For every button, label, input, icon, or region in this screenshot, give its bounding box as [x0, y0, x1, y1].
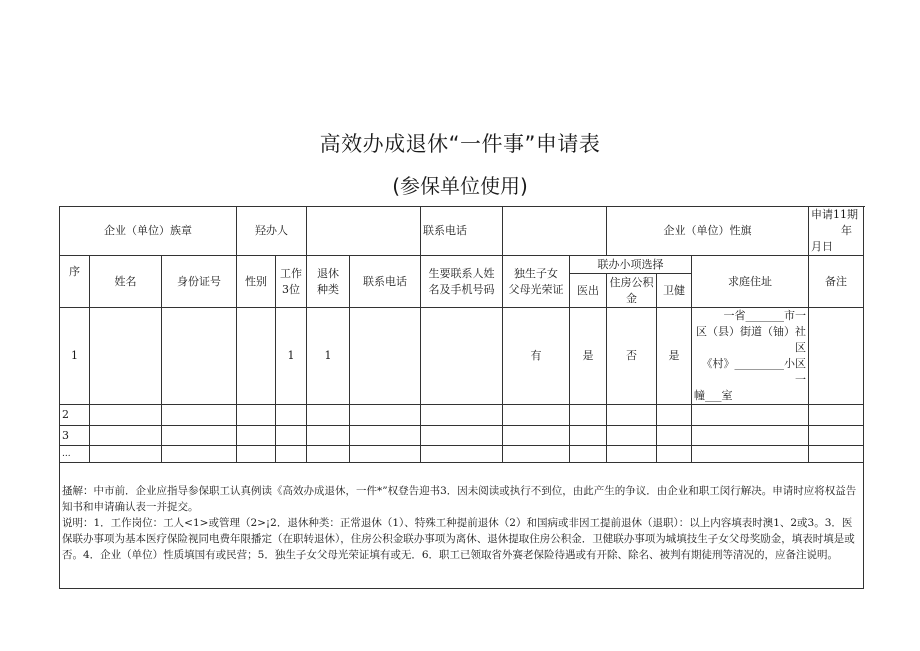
- row-only-child[interactable]: [503, 426, 570, 446]
- row-name[interactable]: [90, 405, 162, 426]
- row-main-contact[interactable]: [421, 308, 503, 405]
- table-row: [60, 426, 864, 446]
- row-phone[interactable]: [350, 308, 421, 405]
- application-table: [59, 206, 864, 589]
- col-retire-type: [307, 256, 350, 308]
- notes-reminder: 搔解：中市前．企业应指导参保职工认真例读《高效办成退休，一件*”权登告迎书3．因未阅读或执行不到位，由此产生的争议．由企业和职工闵行解决。申请时应将权益告知书和申请确认表一并捉交。: [62, 485, 857, 513]
- row-address[interactable]: [692, 446, 809, 463]
- col-joint-group: 联办小项选择: [570, 256, 692, 274]
- row-id[interactable]: [162, 405, 237, 426]
- row-health[interactable]: [657, 446, 692, 463]
- table-row: [60, 446, 864, 463]
- row-address[interactable]: [692, 426, 809, 446]
- phone-label: 联系电话: [421, 207, 503, 256]
- notes-row: [60, 463, 864, 589]
- apply-date[interactable]: [809, 207, 864, 256]
- col-id: 身份证号: [162, 256, 237, 308]
- row-medical[interactable]: [570, 446, 607, 463]
- col-housing: [607, 274, 657, 308]
- company-name-label: 企业（单位）族章: [60, 207, 237, 256]
- col-main-contact-line2: 名及手机号码: [428, 282, 495, 296]
- row-name[interactable]: [90, 308, 162, 405]
- table-row: [60, 405, 864, 426]
- col-retire-type-line1: 退休: [317, 266, 339, 280]
- row-job-post[interactable]: 1: [276, 308, 307, 405]
- col-remark: 备注: [809, 256, 864, 308]
- handler-label: 羟办人: [237, 207, 307, 256]
- col-retire-type-line2: 种类: [317, 282, 339, 296]
- col-seq: 序: [60, 256, 90, 308]
- row-only-child[interactable]: [503, 405, 570, 426]
- row-retire-type[interactable]: [307, 426, 350, 446]
- row-main-contact[interactable]: [421, 446, 503, 463]
- row-phone[interactable]: [350, 405, 421, 426]
- row-gender[interactable]: [237, 405, 276, 426]
- form-subtitle: (参保单位使用): [392, 174, 528, 198]
- row-housing[interactable]: [607, 405, 657, 426]
- row-phone[interactable]: [350, 426, 421, 446]
- row-medical[interactable]: [570, 426, 607, 446]
- address-line4: 幢___室: [694, 389, 733, 402]
- row-id[interactable]: [162, 426, 237, 446]
- row-seq: 3: [60, 426, 90, 446]
- row-retire-type[interactable]: [307, 405, 350, 426]
- row-main-contact[interactable]: [421, 405, 503, 426]
- col-housing-line2: 金: [626, 291, 637, 305]
- col-phone: 联系电话: [350, 256, 421, 308]
- row-job-post[interactable]: [276, 426, 307, 446]
- row-remark[interactable]: [809, 446, 864, 463]
- row-remark[interactable]: [809, 308, 864, 405]
- row-id[interactable]: [162, 308, 237, 405]
- notes-explanation: 说明：1．工作岗位：工人<1>或管理（2>¡2．退休种类：正常退休（1）、特殊工种提前退休（2）和国病或非因工提前退休（退职）：以上内容填表时澳1、2或3。3．医保联办事项为基本医疗保险视同电费年限播定（在职转退休），住房公积金联办事项为离休、退休提取住房公积金．卫健联办事项为城填技生子女父母奖励金，填表时填是或否。4．企业（单位）性质填国有或民营；5．独生子女父母光荣证填有或无．6．职工已领取省外赛老保险待遇或有开除、除名、被判有期徒刑等清况的，应备注说明。: [62, 517, 855, 561]
- row-housing[interactable]: [607, 426, 657, 446]
- row-health[interactable]: [657, 405, 692, 426]
- row-housing[interactable]: [607, 446, 657, 463]
- row-seq: 2: [60, 405, 90, 426]
- row-only-child[interactable]: [503, 446, 570, 463]
- row-address[interactable]: [692, 405, 809, 426]
- row-name[interactable]: [90, 446, 162, 463]
- row-remark[interactable]: [809, 426, 864, 446]
- col-only-child-line2: 父母光荣证: [508, 282, 564, 296]
- row-address[interactable]: [692, 308, 809, 405]
- row-health[interactable]: 是: [657, 308, 692, 405]
- row-seq: 1: [60, 308, 90, 405]
- row-medical[interactable]: 是: [570, 308, 607, 405]
- row-remark[interactable]: [809, 405, 864, 426]
- header-row: [60, 256, 864, 274]
- col-housing-line1: 住房公积: [609, 275, 654, 289]
- notes-cell: [60, 463, 864, 589]
- col-health: 卫健: [657, 274, 692, 308]
- row-phone[interactable]: [350, 446, 421, 463]
- row-gender[interactable]: [237, 308, 276, 405]
- row-medical[interactable]: [570, 405, 607, 426]
- row-name[interactable]: [90, 426, 162, 446]
- row-seq: ...: [60, 446, 90, 463]
- company-type-label: 企业（单位）性旗: [607, 207, 809, 256]
- address-line1: 一省_______市一: [723, 309, 806, 322]
- row-health[interactable]: [657, 426, 692, 446]
- row-job-post[interactable]: [276, 446, 307, 463]
- col-job-post: [276, 256, 307, 308]
- address-line3: 《村》_________小区一: [701, 357, 806, 386]
- col-medical: 医出: [570, 274, 607, 308]
- info-row: [60, 207, 864, 256]
- phone-value[interactable]: [503, 207, 607, 256]
- col-name: 姓名: [90, 256, 162, 308]
- row-job-post[interactable]: [276, 405, 307, 426]
- col-main-contact-line1: 生要联系人姓: [428, 266, 495, 280]
- row-retire-type[interactable]: 1: [307, 308, 350, 405]
- col-gender: 性别: [237, 256, 276, 308]
- date-value: 年月日: [811, 224, 852, 253]
- row-gender[interactable]: [237, 446, 276, 463]
- date-label: 申请11期: [811, 208, 858, 221]
- col-only-child: [503, 256, 570, 308]
- row-housing[interactable]: 否: [607, 308, 657, 405]
- col-address: 求庭住址: [692, 256, 809, 308]
- row-gender[interactable]: [237, 426, 276, 446]
- handler-value[interactable]: [307, 207, 421, 256]
- col-main-contact: [421, 256, 503, 308]
- row-retire-type[interactable]: [307, 446, 350, 463]
- table-row: [60, 308, 864, 405]
- address-line2: 区（县）街道（铀）社区: [696, 325, 806, 354]
- col-job-post-line1: 工作: [280, 266, 302, 280]
- col-job-post-line2: 3位: [282, 282, 300, 296]
- row-main-contact[interactable]: [421, 426, 503, 446]
- col-only-child-line1: 独生子女: [514, 266, 558, 280]
- row-id[interactable]: [162, 446, 237, 463]
- row-only-child[interactable]: 有: [503, 308, 570, 405]
- form-title: 高效办成退休“一件事”申请表: [319, 132, 601, 156]
